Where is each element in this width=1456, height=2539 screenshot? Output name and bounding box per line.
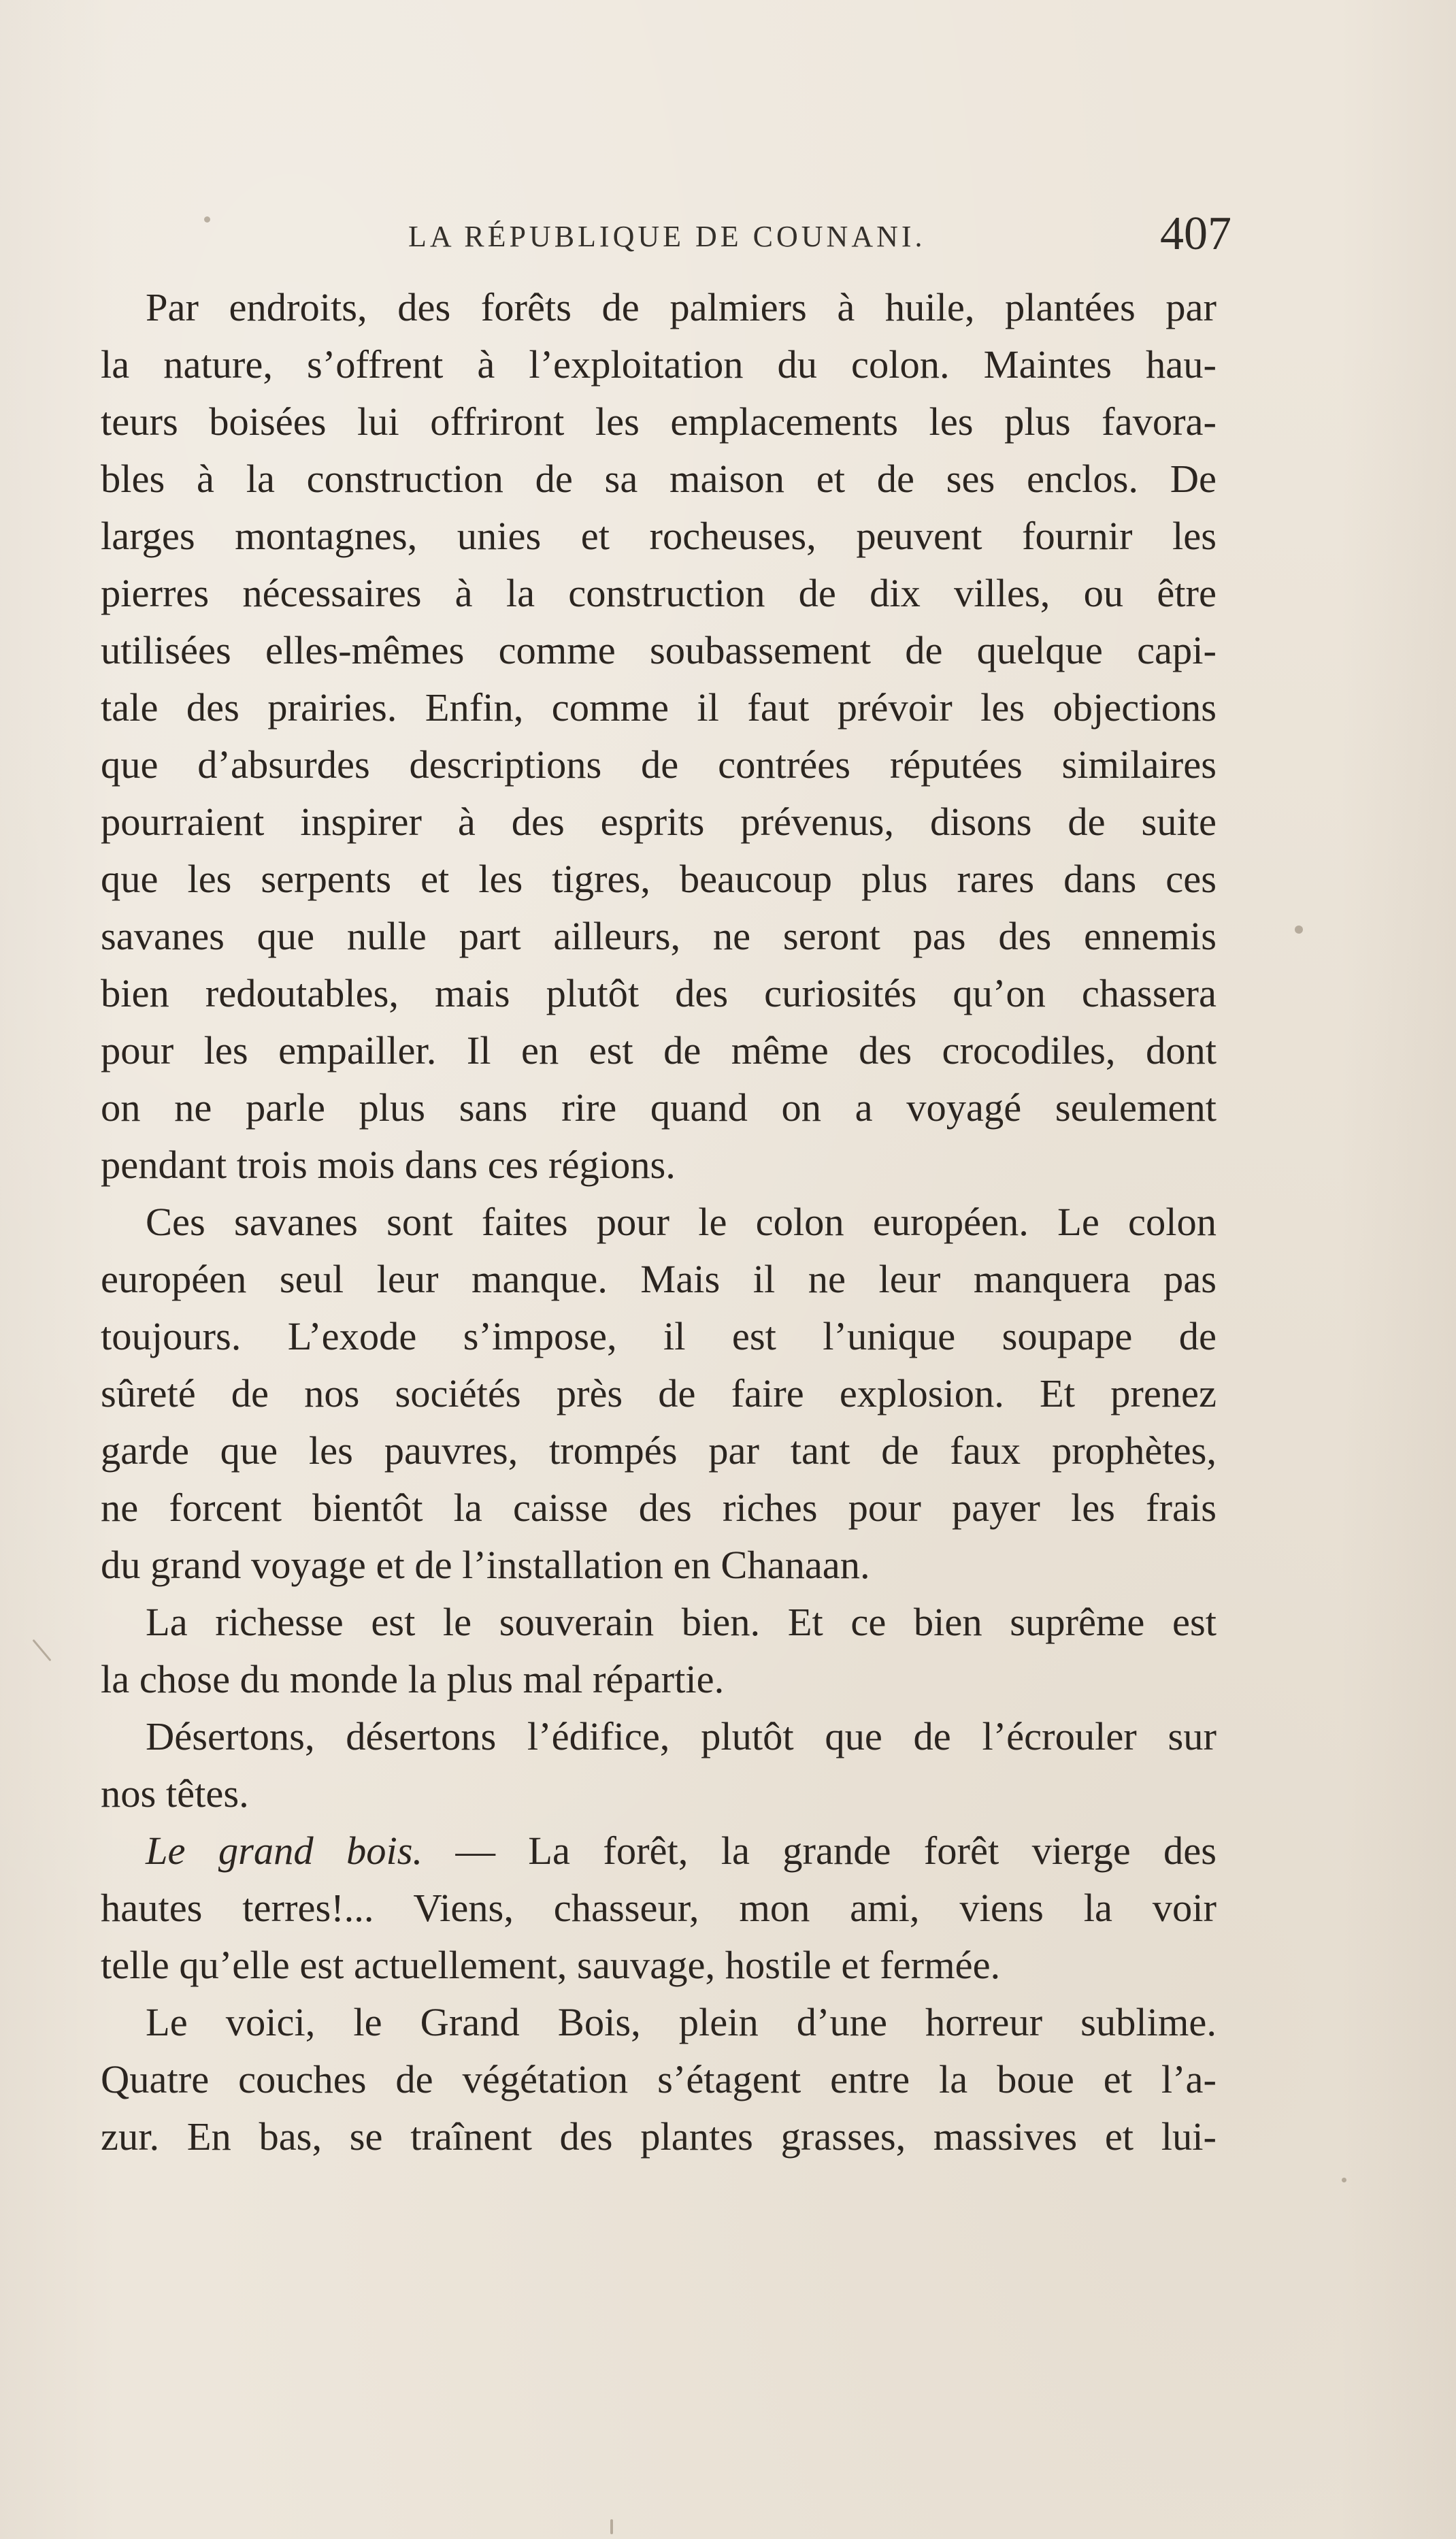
text-line: telle qu’elle est actuellement, sauvage, hostile et fermée.: [101, 1943, 1001, 1987]
paragraph: [101, 1994, 1217, 2165]
text-line: européen seul leur manque. Mais il ne leur manquera pas: [101, 1257, 1217, 1301]
text-line: utilisées elles-mêmes comme soubassement de quelque capi-: [101, 628, 1217, 672]
body-text: [101, 279, 1217, 2165]
text-line: ne forcent bientôt la caisse des riches pour payer les frais: [101, 1486, 1217, 1530]
text-line: Quatre couches de végétation s’étagent entre la boue et l’a-: [101, 2057, 1217, 2101]
paragraph: [101, 279, 1217, 1194]
text-line: Ces savanes sont faites pour le colon européen. Le colon: [146, 1200, 1217, 1244]
text-run: La forêt, la grande forêt vierge des: [528, 1829, 1217, 1873]
paper-speck: [32, 1639, 51, 1662]
text-line: La richesse est le souverain bien. Et ce bien suprême est: [146, 1600, 1217, 1644]
text-line: bles à la construction de sa maison et de ses enclos. De: [101, 457, 1217, 501]
section-heading: Le grand bois.: [146, 1829, 423, 1873]
paragraph: [101, 1194, 1217, 1594]
paragraph: [101, 1708, 1217, 1822]
text-line: la nature, s’offrent à l’exploitation du colon. Maintes hau-: [101, 342, 1217, 387]
text-line: que d’absurdes descriptions de contrées réputées similaires: [101, 742, 1217, 787]
text-line: larges montagnes, unies et rocheuses, peuvent fournir les: [101, 514, 1217, 558]
text-line: nos têtes.: [101, 1771, 249, 1816]
text-line: on ne parle plus sans rire quand on a voyagé seulement: [101, 1085, 1217, 1130]
page-number: 407: [1160, 208, 1231, 260]
text-line: du grand voyage et de l’installation en Chanaan.: [101, 1543, 870, 1587]
text-line: pendant trois mois dans ces régions.: [101, 1143, 676, 1187]
text-line: toujours. L’exode s’impose, il est l’unique soupape de: [101, 1314, 1217, 1358]
paper-speck: [1342, 2178, 1346, 2182]
text-line: Le voici, le Grand Bois, plein d’une horreur sublime.: [146, 2000, 1217, 2044]
text-line: garde que les pauvres, trompés par tant de faux prophètes,: [101, 1428, 1217, 1473]
text-line: sûreté de nos sociétés près de faire explosion. Et prenez: [101, 1371, 1217, 1415]
paper-speck: [610, 2519, 613, 2534]
paragraph: [101, 1822, 1217, 1994]
text-line: pourraient inspirer à des esprits prévenus, disons de suite: [101, 800, 1217, 844]
running-title: LA RÉPUBLIQUE DE COUNANI.: [408, 220, 926, 253]
text-line: tale des prairies. Enfin, comme il faut prévoir les objections: [101, 685, 1217, 730]
text-line: la chose du monde la plus mal répartie.: [101, 1657, 725, 1701]
text-line: pour les empailler. Il en est de même des crocodiles, dont: [101, 1028, 1217, 1072]
paper-speck: [204, 216, 210, 223]
text-line: que les serpents et les tigres, beaucoup plus rares dans ces: [101, 857, 1217, 901]
em-dash: —: [455, 1829, 495, 1873]
paragraph: [101, 1594, 1217, 1708]
text-line: teurs boisées lui offriront les emplacements les plus favora-: [101, 399, 1217, 444]
text-line: Désertons, désertons l’édifice, plutôt que de l’écrouler sur: [146, 1714, 1217, 1758]
page-header: [102, 204, 1231, 279]
text-line: bien redoutables, mais plutôt des curiosités qu’on chassera: [101, 971, 1217, 1015]
text-line: [101, 1822, 1217, 1880]
text-line: Par endroits, des forêts de palmiers à huile, plantées par: [146, 285, 1217, 329]
paper-speck: [1295, 925, 1303, 934]
text-line: zur. En bas, se traînent des plantes grasses, massives et lui-: [101, 2114, 1217, 2159]
text-line: hautes terres!... Viens, chasseur, mon ami, viens la voir: [101, 1886, 1217, 1930]
text-line: savanes que nulle part ailleurs, ne seront pas des ennemis: [101, 914, 1217, 958]
text-line: pierres nécessaires à la construction de dix villes, ou être: [101, 571, 1217, 615]
